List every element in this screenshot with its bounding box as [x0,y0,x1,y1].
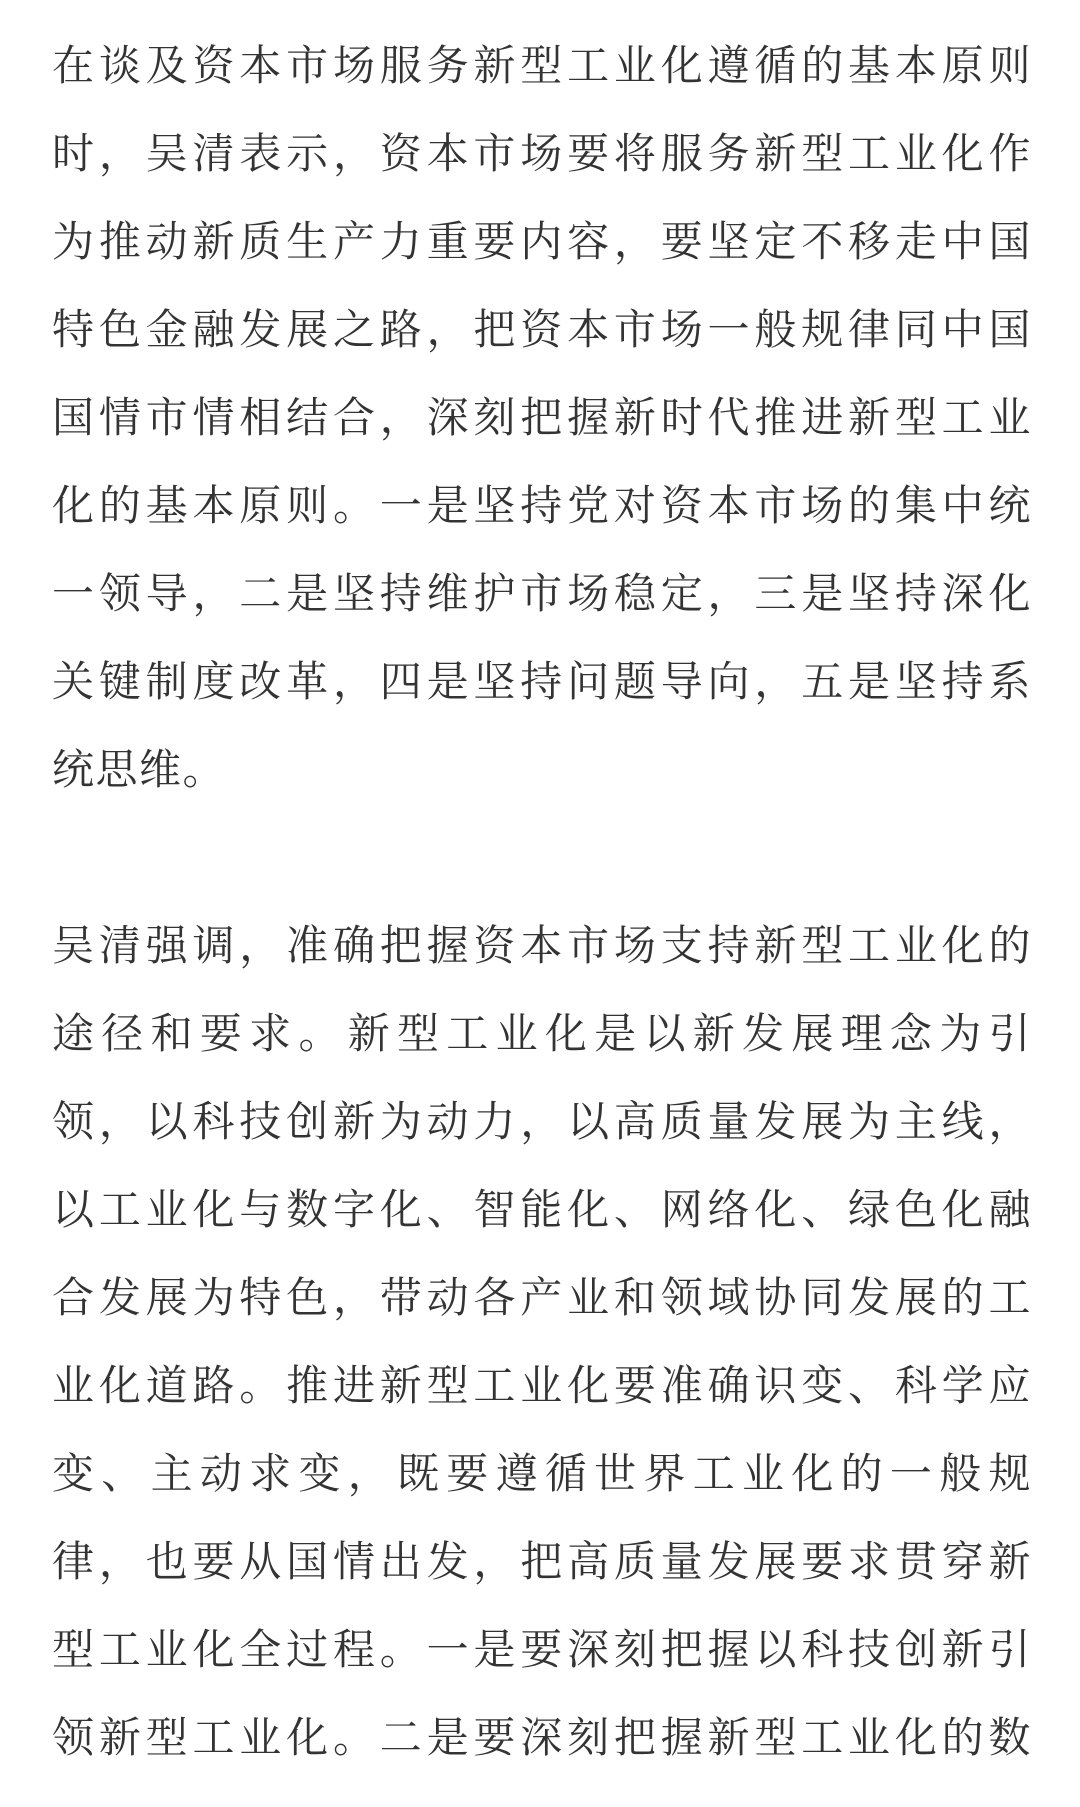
text-line: 时，吴清表示，资本市场要将服务新型工业化作 [52,129,1032,178]
text-line: 为推动新质生产力重要内容，要坚定不移走中国 [52,217,1032,266]
text-line: 律，也要从国情出发，把高质量发展要求贯穿新 [52,1537,1032,1586]
text-line: 一领导，二是坚持维护市场稳定，三是坚持深化 [52,569,1032,618]
text-line: 型工业化全过程。一是要深刻把握以科技创新引 [52,1625,1032,1674]
text-line: 在谈及资本市场服务新型工业化遵循的基本原则 [52,41,1032,90]
paragraph-emphasis [52,902,1032,1782]
text-line: 吴清强调，准确把握资本市场支持新型工业化的 [52,921,1032,970]
text-line: 化的基本原则。一是坚持党对资本市场的集中统 [52,481,1032,530]
text-line: 合发展为特色，带动各产业和领域协同发展的工 [52,1273,1032,1322]
article-body [52,22,1032,1782]
paragraph-principles [52,22,1032,814]
text-line: 业化道路。推进新型工业化要准确识变、科学应 [52,1361,1032,1410]
text-line: 领新型工业化。二是要深刻把握新型工业化的数 [52,1713,1032,1762]
text-line: 特色金融发展之路，把资本市场一般规律同中国 [52,305,1032,354]
text-line: 以工业化与数字化、智能化、网络化、绿色化融 [52,1185,1032,1234]
text-line: 国情市情相结合，深刻把握新时代推进新型工业 [52,393,1032,442]
text-line: 领，以科技创新为动力，以高质量发展为主线， [52,1097,1032,1146]
text-line: 统思维。 [52,745,227,794]
text-line: 关键制度改革，四是坚持问题导向，五是坚持系 [52,657,1032,706]
text-line: 变、主动求变，既要遵循世界工业化的一般规 [52,1449,1032,1498]
text-line: 途径和要求。新型工业化是以新发展理念为引 [52,1009,1032,1058]
paragraph-spacer [52,814,1032,902]
